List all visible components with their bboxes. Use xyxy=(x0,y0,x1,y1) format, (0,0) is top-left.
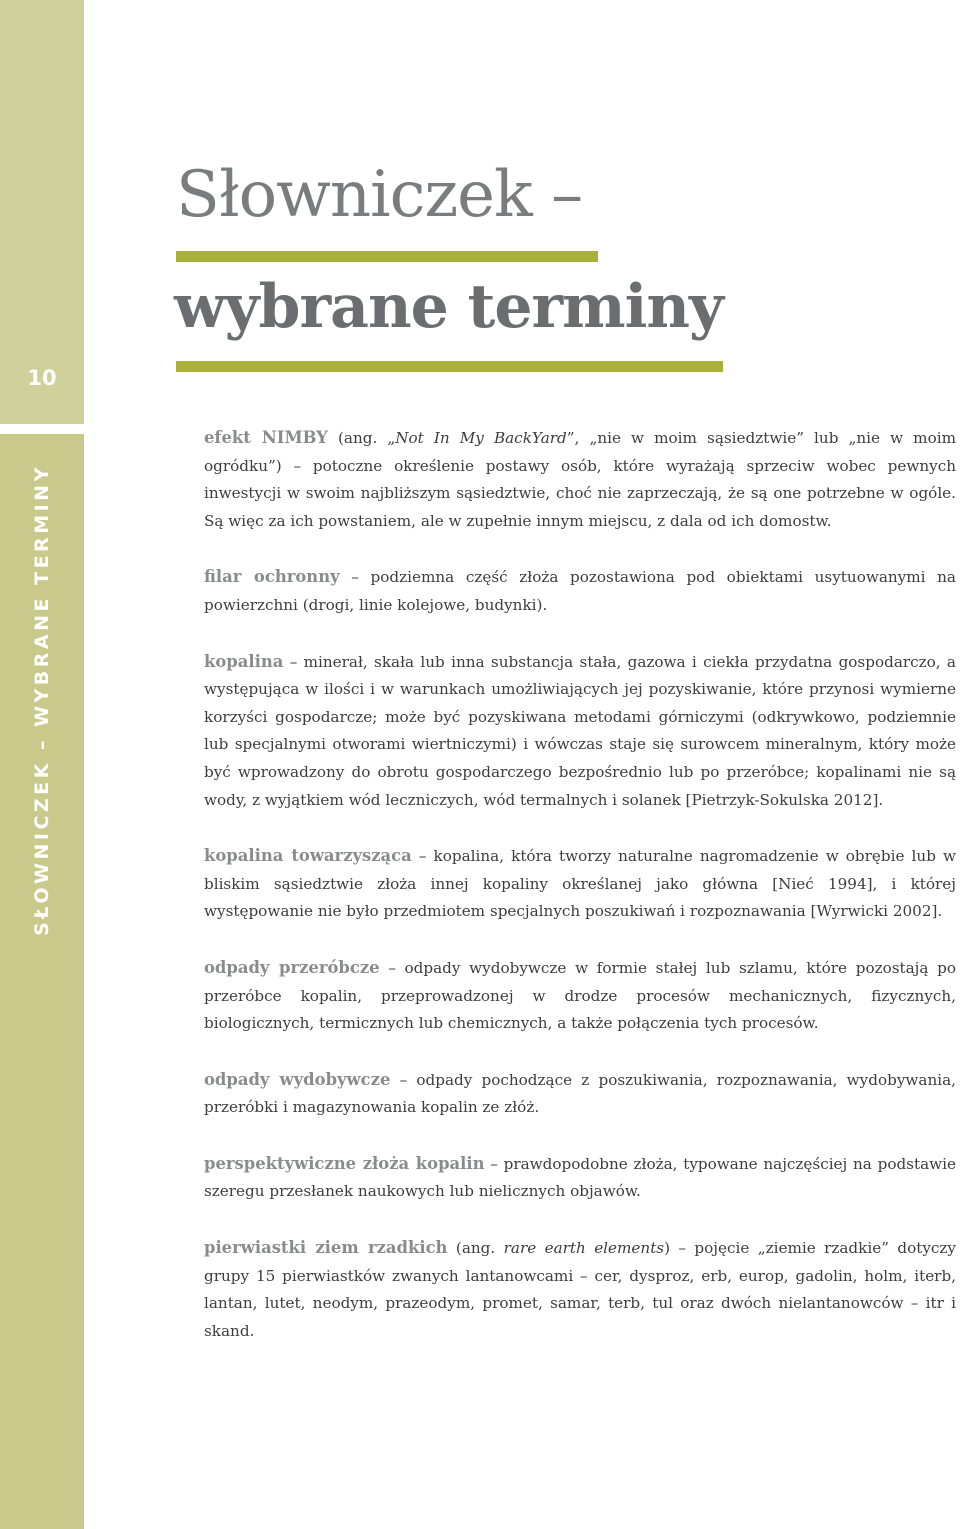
accent-bar-bottom xyxy=(176,361,723,372)
glossary-italic: Not In My BackYard xyxy=(395,429,567,447)
page-title-line1: Słowniczek – xyxy=(176,158,583,232)
glossary-definition: – prawdopodobne złoża, typowane najczęściej na podstawie szeregu przesłanek naukowych lub nielicznych objawów. xyxy=(204,1154,956,1201)
accent-bar-top xyxy=(176,251,598,262)
glossary-definition: – odpady pochodzące z poszukiwania, rozpoznawania, wydobywania, przeróbki i magazynowania kopalin ze złóż. xyxy=(204,1070,956,1117)
glossary xyxy=(204,424,956,1373)
glossary-term: odpady wydobywcze xyxy=(204,1069,391,1089)
glossary-entry-filar-ochronny xyxy=(204,563,956,619)
glossary-definition: ) – pojęcie „ziemie rzadkie” dotyczy grupy 15 pierwiastków zwanych lantanowcami – cer, dysproz, erb, europ, gadolin, holm, iterb, lantan, lutet, neodym, prazeodym, promet, samar, terb, tul oraz dwóch nielantanowców – itr i skand. xyxy=(204,1239,957,1340)
glossary-term: efekt NIMBY xyxy=(204,428,328,447)
page-number: 10 xyxy=(27,366,57,390)
glossary-entry-kopalina-towarzyszaca xyxy=(204,842,956,926)
glossary-definition: ”, „nie w moim sąsiedztwie” lub „nie w moim ogródku”) – potoczne określenie postawy osób, które wyrażają sprzeciw wobec pewnych inwestycji w swoim najbliższym sąsiedztwie, choć nie zaprzeczają, że są one potrzebne w ogóle. Są więc za ich powstaniem, ale w zupełnie innym miejscu, z dala od ich domostw. xyxy=(204,429,956,530)
glossary-entry-nimby xyxy=(204,424,956,535)
glossary-term: kopalina towarzysząca xyxy=(204,846,412,866)
glossary-definition: – minerał, skała lub inna substancja stała, gazowa i ciekła przydatna gospodarczo, a występująca w ilości i w warunkach umożliwiających jej pozyskiwanie, które przynosi wymierne korzyści gospodarcze; może być pozyskiwana metodami górniczymi (odkrywkowo, podziemnie lub specjalnymi otworami wiertniczymi) i wówczas staje się surowcem mineralnym, który może być wprowadzony do obrotu gospodarczego bezpośrednio lub po przeróbce; kopalinami nie są wody, z wyjątkiem wód leczniczych, wód termalnych i solanek [Pietrzyk-Sokulska 2012]. xyxy=(204,652,956,809)
glossary-entry-odpady-przerobcze xyxy=(204,954,956,1038)
page-title-line2: wybrane terminy xyxy=(174,272,723,342)
sidebar-section-label: SŁOWNICZEK – WYBRANE TERMINY xyxy=(31,464,53,936)
page-number-box xyxy=(0,0,84,434)
glossary-term: pierwiastki ziem rzadkich xyxy=(204,1238,448,1258)
glossary-pre: (ang. „ xyxy=(327,429,396,447)
glossary-term: odpady przeróbcze xyxy=(204,957,380,977)
glossary-term: filar ochronny xyxy=(204,567,340,587)
glossary-entry-kopalina xyxy=(204,648,956,815)
glossary-entry-pierwiastki-ziem-rzadkich xyxy=(204,1234,956,1345)
glossary-term: kopalina xyxy=(204,651,284,671)
glossary-term: perspektywiczne złoża kopalin xyxy=(204,1153,485,1173)
glossary-italic: rare earth elements xyxy=(503,1239,665,1258)
glossary-definition: – odpady wydobywcze w formie stałej lub szlamu, które pozostają po przeróbce kopalin, przeprowadzonej w drodze procesów mechanicznych, fizycznych, biologicznych, termicznych lub chemicznych, a także połączenia tych procesów. xyxy=(204,958,956,1033)
glossary-entry-perspektywiczne-zloza xyxy=(204,1150,956,1206)
glossary-definition: – podziemna część złoża pozostawiona pod obiektami usytuowanymi na powierzchni (drogi, linie kolejowe, budynki). xyxy=(204,568,956,614)
glossary-entry-odpady-wydobywcze xyxy=(204,1066,956,1122)
glossary-pre: (ang. xyxy=(447,1239,504,1258)
glossary-definition: – kopalina, która tworzy naturalne nagromadzenie w obrębie lub w bliskim sąsiedztwie złoża innej kopaliny określanej jako główna [Nieć 1994], i której występowanie nie było przedmiotem specjalnych poszukiwań i rozpoznawania [Wyrwicki 2002]. xyxy=(204,847,956,921)
